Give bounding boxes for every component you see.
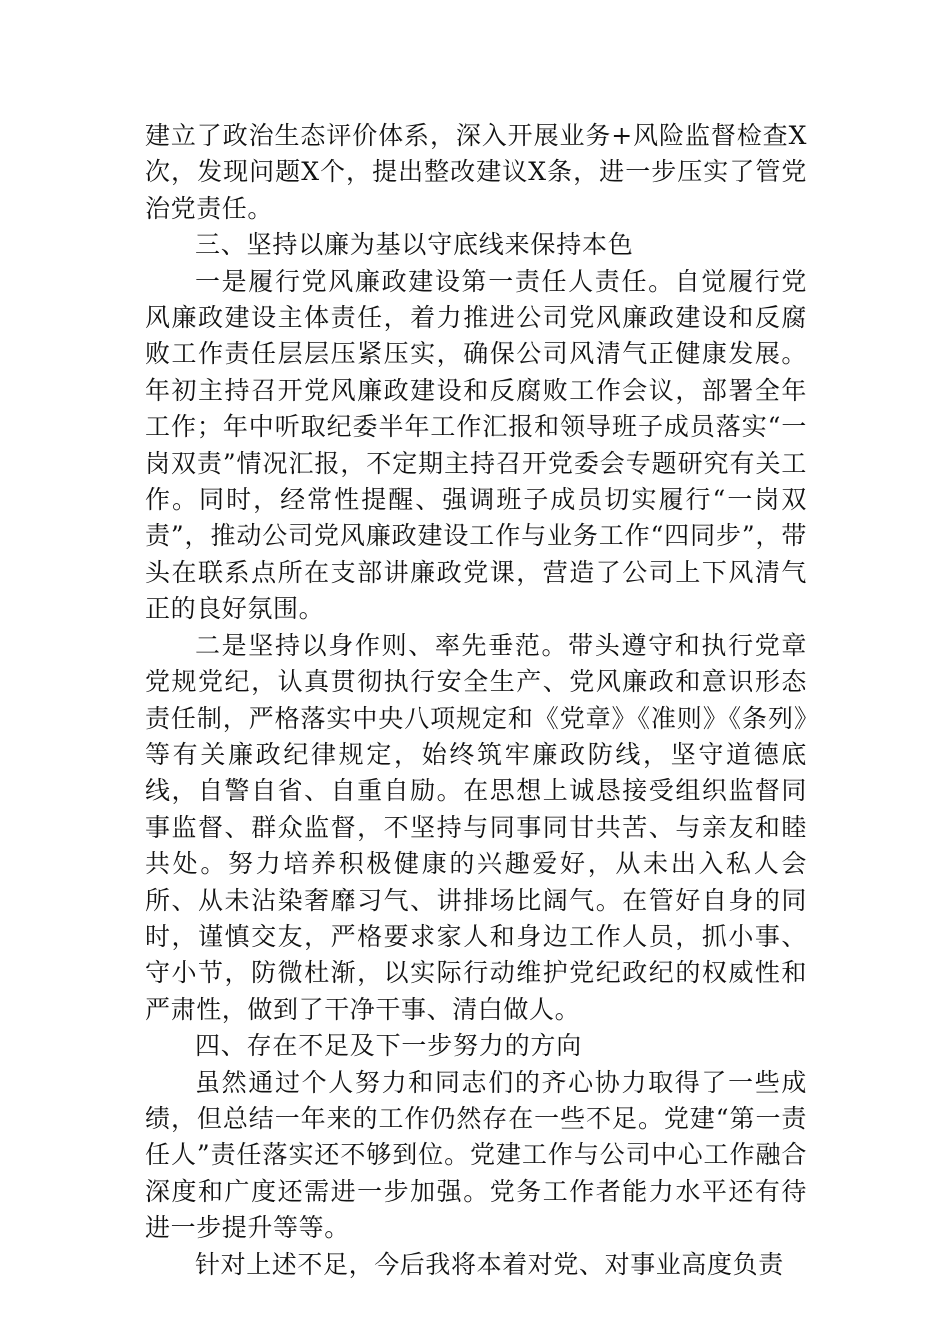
paragraph-lead-by-example: 二是坚持以身作则、率先垂范。带头遵守和执行党章党规党纪，认真贯彻执行安全生产、党风廉政和意识形态责任制，严格落实中央八项规定和《党章》《准则》《条列》等有关廉政纪律规定，始终筑牢廉政防线，坚守道德底线，自警自省、自重自励。在思想上诚恳接受组织监督同事监督、群众监督，不坚持与同事同甘共苦、与亲友和睦共处。努力培养积极健康的兴趣爱好，从未出入私人会所、从未沾染奢靡习气、讲排场比阔气。在管好自身的同时，谨慎交友，严格要求家人和身边工作人员，抓小事、守小节，防微杜渐，以实际行动维护党纪政纪的权威性和严肃性，做到了干净干事、清白做人。 <box>145 630 807 1024</box>
section-heading-3: 三、坚持以廉为基以守底线来保持本色 <box>195 230 634 260</box>
paragraph-continuation: 建立了政治生态评价体系，深入开展业务+风险监督检查X次，发现问题X个，提出整改建议X条，进一步压实了管党治党责任。 <box>145 121 807 223</box>
paragraph-first-responsibility: 一是履行党风廉政建设第一责任人责任。自觉履行党风廉政建设主体责任，着力推进公司党风廉政建设和反腐败工作责任层层压紧压实，确保公司风清气正健康发展。年初主持召开党风廉政建设和反腐败工作会议，部署全年工作；年中听取纪委半年工作汇报和领导班子成员落实“一岗双责”情况汇报，不定期主持召开党委会专题研究有关工作。同时，经常性提醒、强调班子成员切实履行“一岗双责”，推动公司党风廉政建设工作与业务工作“四同步”，带头在联系点所在支部讲廉政党课，营造了公司上下风清气正的良好氛围。 <box>145 266 807 624</box>
paragraph-shortcomings: 虽然通过个人努力和同志们的齐心协力取得了一些成绩，但总结一年来的工作仍然存在一些不足。党建“第一责任人”责任落实还不够到位。党建工作与公司中心工作融合深度和广度还需进一步加强。党务工作者能力水平还有待进一步提升等等。 <box>145 1067 807 1243</box>
document-page <box>145 118 807 1283</box>
paragraph-next-steps: 针对上述不足，今后我将本着对党、对事业高度负责 <box>195 1249 784 1279</box>
section-heading-4: 四、存在不足及下一步努力的方向 <box>195 1031 583 1061</box>
